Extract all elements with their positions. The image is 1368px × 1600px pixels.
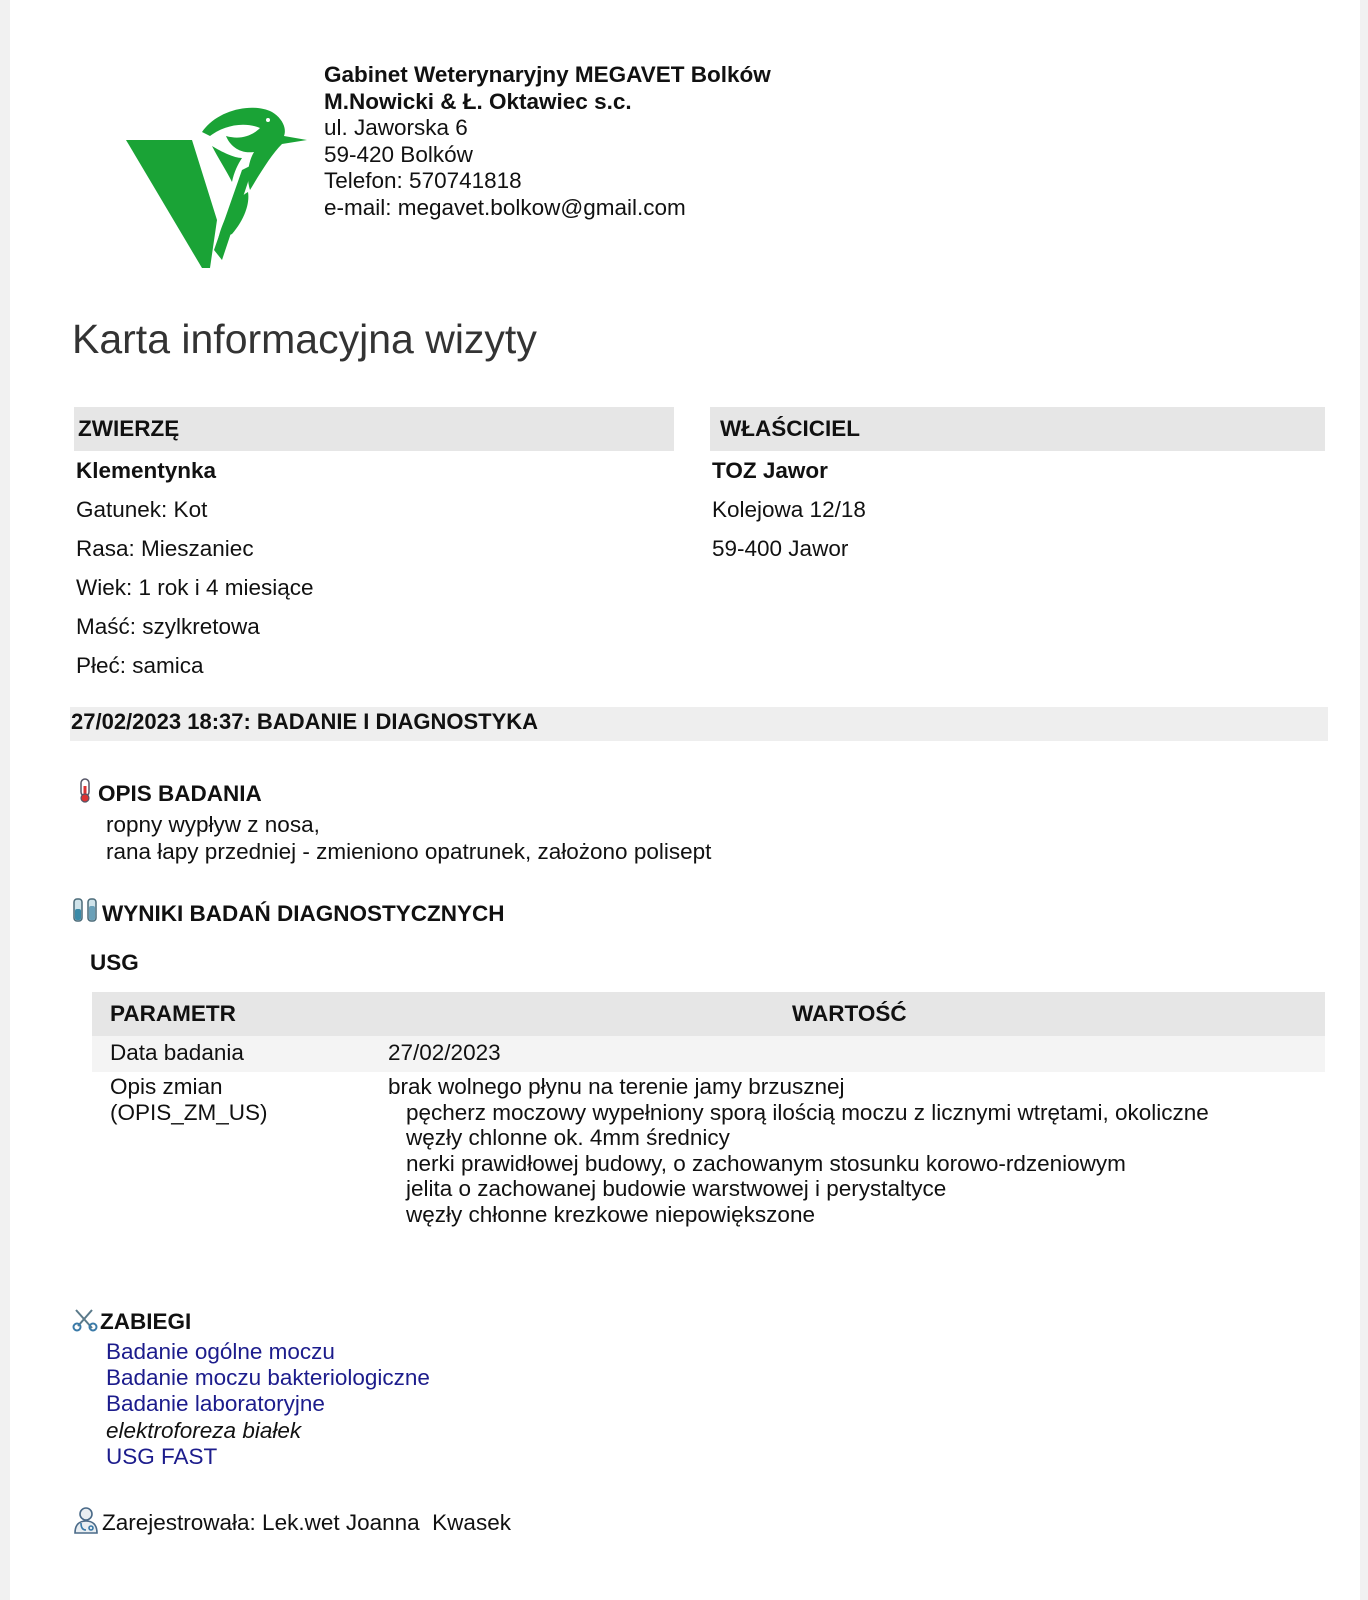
exam-heading [76,778,262,810]
results-group-label: USG [90,950,139,975]
row-value-line: węzły chlonne ok. 4mm średnicy [406,1125,730,1150]
row-value-line: nerki prawidłowej budowy, o zachowanym stosunku korowo-rdzeniowym [406,1150,1126,1176]
clinic-name: Gabinet Weterynaryjny MEGAVET Bolków [324,62,771,87]
exam-description [106,812,711,865]
results-heading-label: WYNIKI BADAŃ DIAGNOSTYCZNYCH [102,901,505,926]
owner-city: 59-400 Jawor [712,536,849,561]
row-value-line: węzły chłonne krezkowe niepowiększone [406,1201,815,1227]
row-value [388,1074,1209,1227]
doctor-icon [72,1506,100,1540]
animal-name: Klementynka [76,458,217,483]
row-value-line: pęcherz moczowy wypełniony sporą ilością moczu z licznymi wtrętami, okoliczne [406,1099,1209,1125]
owner-street: Kolejowa 12/18 [712,497,866,522]
procedure-link[interactable]: Badanie laboratoryjne [106,1391,325,1417]
exam-line: ropny wypływ z nosa, [106,812,320,837]
clinic-street: ul. Jaworska 6 [324,115,468,140]
owner-name: TOZ Jawor [712,458,828,483]
animal-breed: Rasa: Mieszaniec [76,536,254,561]
row-param [110,1074,268,1125]
procedure-link[interactable]: Badanie moczu bakteriologiczne [106,1365,430,1391]
clinic-email: e-mail: megavet.bolkow@gmail.com [324,194,686,220]
clinic-owners: M.Nowicki & Ł. Oktawiec s.c. [324,88,632,114]
animal-species: Gatunek: Kot [76,497,208,522]
row-param-line: Opis zmian [110,1074,223,1099]
animal-age: Wiek: 1 rok i 4 miesiące [76,575,314,600]
row-value: 27/02/2023 [388,1040,501,1065]
procedure-link[interactable]: USG FAST [106,1443,218,1469]
page-title: Karta informacyjna wizyty [72,316,537,362]
animal-color: Maść: szylkretowa [76,614,260,639]
registered-by-label: Zarejestrowała: Lek.wet Joanna Kwasek [102,1510,511,1535]
column-header-param: PARAMETR [110,1001,236,1026]
animal-section-heading: ZWIERZĘ [74,407,674,451]
column-header-value: WARTOŚĆ [792,1001,907,1026]
veterinary-logo-icon [122,100,312,272]
results-table-header [92,992,1325,1036]
owner-info [712,451,866,568]
document-page [10,0,1360,1600]
procedures-heading [72,1306,191,1338]
visit-heading: 27/02/2023 18:37: BADANIE I DIAGNOSTYKA [70,707,1328,741]
row-param-line: (OPIS_ZM_US) [110,1099,268,1125]
owner-section-heading: WŁAŚCICIEL [710,407,1325,451]
test-tubes-icon [72,897,100,931]
registered-by [72,1506,511,1540]
procedures-heading-label: ZABIEGI [100,1309,192,1334]
row-value-line: jelita o zachowanej budowie warstwowej i perystaltyce [406,1176,947,1201]
row-value-line: brak wolnego płynu na terenie jamy brzusznej [388,1074,845,1099]
clinic-phone: Telefon: 570741818 [324,168,522,193]
exam-heading-label: OPIS BADANIA [98,781,262,806]
animal-info [76,451,314,685]
procedure-subitem: elektroforeza białek [106,1417,302,1443]
table-row [92,1036,1325,1072]
scissors-icon [72,1306,98,1338]
animal-sex: Płeć: samica [76,653,204,678]
thermometer-icon [76,778,94,810]
procedures-list [106,1339,430,1470]
exam-line: rana łapy przedniej - zmieniono opatrunek, założono polisept [106,838,712,864]
clinic-city: 59-420 Bolków [324,141,473,167]
clinic-header [324,62,771,221]
procedure-link[interactable]: Badanie ogólne moczu [106,1339,335,1364]
row-param: Data badania [110,1040,244,1065]
results-heading [72,897,505,931]
